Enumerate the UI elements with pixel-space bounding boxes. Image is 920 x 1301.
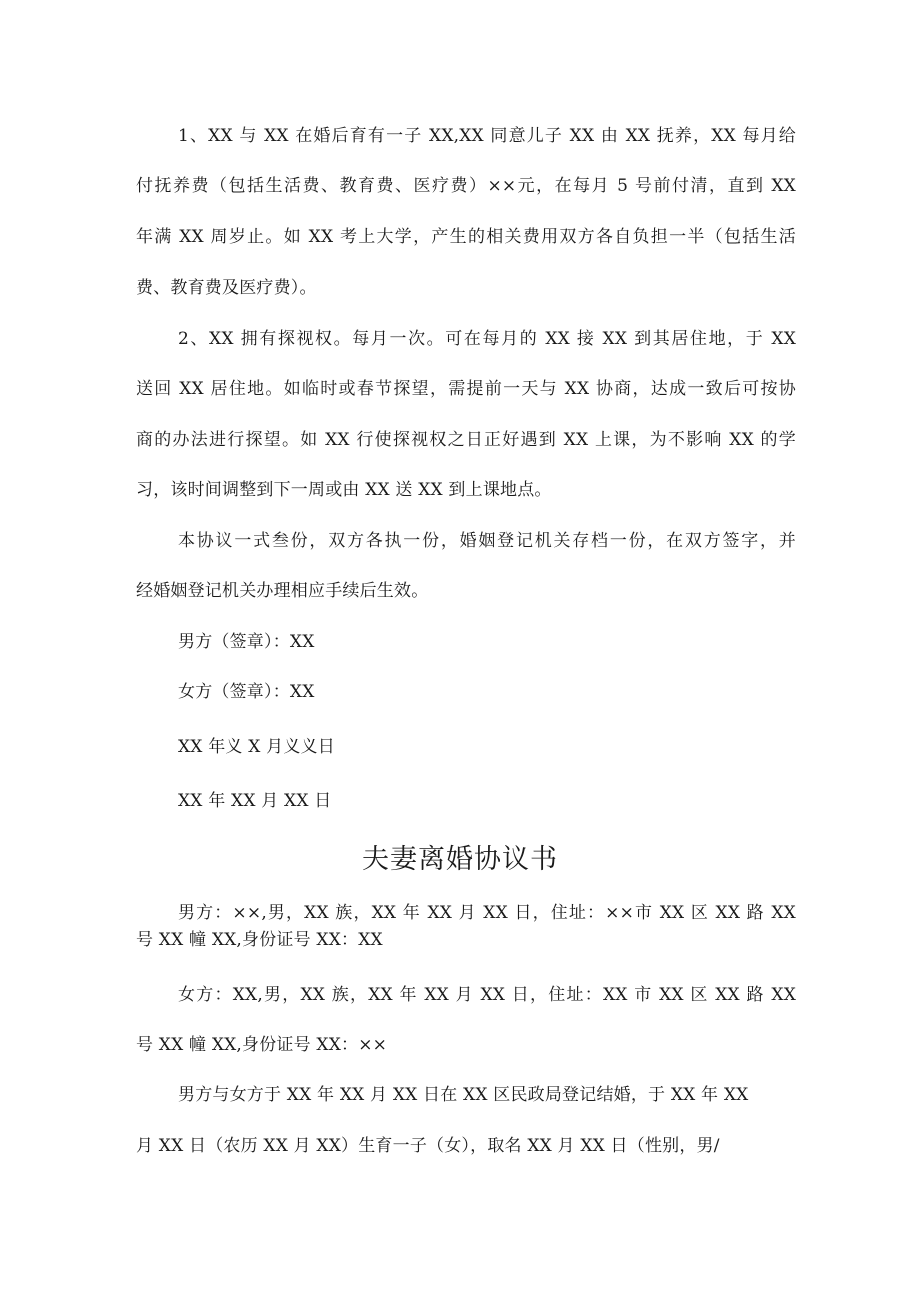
clause-2-line-1: 2、XX 拥有探视权。每月一次。可在每月的 XX 接 XX 到其居住地，于 XX [178,329,796,349]
clause-2-line-4: 习，该时间调整到下一周或由 XX 送 XX 到上课地点。 [136,480,552,500]
female-signature: 女方（签章）：XX [178,682,315,702]
clause-2-line-2: 送回 XX 居住地。如临时或春节探望，需提前一天与 XX 协商，达成一致后可按协 [136,379,796,399]
male-signature: 男方（签章）：XX [178,632,315,652]
clause-1-line-3: 年满 XX 周岁止。如 XX 考上大学，产生的相关费用双方各自负担一半（包括生活 [136,227,796,247]
signature-date-2: XX 年 XX 月 XX 日 [178,791,332,811]
effective-line-2: 经婚姻登记机关办理相应手续后生效。 [136,581,429,601]
clause-2-line-3: 商的办法进行探望。如 XX 行使探视权之日正好遇到 XX 上课，为不影响 XX 的学 [136,430,796,450]
clause-1-line-2: 付抚养费（包括生活费、教育费、医疗费）××元，在每月 5 号前付清，直到 XX [136,176,796,196]
effective-line-1: 本协议一式叁份，双方各执一份，婚姻登记机关存档一份，在双方签字，并 [178,531,796,551]
female-party-line-1: 女方：XX,男，XX 族，XX 年 XX 月 XX 日，住址：XX 市 XX 区 XX 路 XX [178,985,796,1005]
clause-1-line-4: 费、教育费及医疗费）。 [136,278,317,298]
marriage-line-2: 月 XX 日（农历 XX 月 XX）生育一子（女），取名 XX 月 XX 日（性别，男/ [136,1136,720,1156]
document-title: 夫妻离婚协议书 [362,844,558,875]
clause-1-line-1: 1、XX 与 XX 在婚后育有一子 XX,XX 同意儿子 XX 由 XX 抚养，XX 每月给 [178,126,796,146]
marriage-line-1: 男方与女方于 XX 年 XX 月 XX 日在 XX 区民政局登记结婚，于 XX 年 XX [178,1085,749,1105]
male-party-line-1: 男方：××,男，XX 族，XX 年 XX 月 XX 日，住址：××市 XX 区 XX 路 XX [178,903,796,923]
male-party-line-2: 号 XX 幢 XX,身份证号 XX：XX [136,930,383,950]
signature-date-1: XX 年义 X 月义义日 [178,737,335,757]
female-party-line-2: 号 XX 幢 XX,身份证号 XX：×× [136,1035,388,1055]
